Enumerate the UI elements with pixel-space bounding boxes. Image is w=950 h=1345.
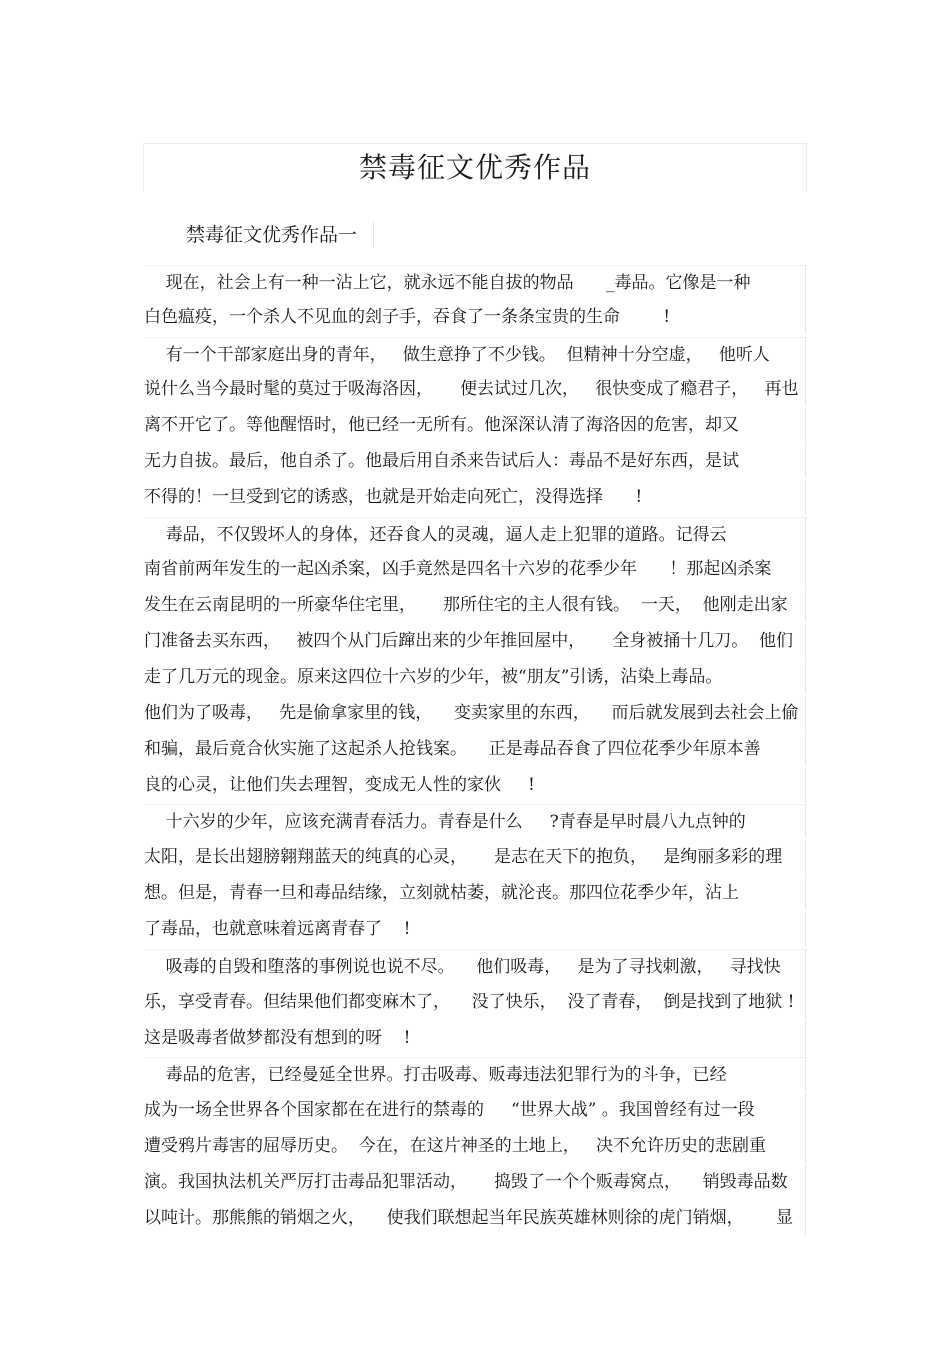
- text-line: 说什么当今最时髦的莫过于吸海洛因， 便去试过几次， 很快变成了瘾君子， 再也: [144, 372, 806, 406]
- text-line: 不得的！一旦受到它的诱惑，也就是开始走向死亡，没得选择 !: [144, 480, 806, 514]
- text-line: 白色瘟疫，一个杀人不见血的刽子手，吞食了一条条宝贵的生命 !: [144, 300, 806, 334]
- text-line: 这是吸毒者做梦都没有想到的呀 !: [144, 1021, 806, 1055]
- text-line: 有一个干部家庭出身的青年， 做生意挣了不少钱。 但精神十分空虚， 他听人: [144, 337, 806, 371]
- text-line: 离不开它了。等他醒悟时，他已经一无所有。他深深认清了海洛因的危害，却又: [144, 408, 806, 442]
- document-title: 禁毒征文优秀作品: [358, 151, 591, 184]
- text-line: 他们为了吸毒， 先是偷拿家里的钱， 变卖家里的东西， 而后就发展到去社会上偷: [144, 696, 806, 730]
- text-line: 十六岁的少年，应该充满青春活力。青春是什么 ?青春是早时晨八九点钟的: [144, 804, 806, 838]
- text-line: 成为一场全世界各个国家都在在进行的禁毒的 “世界大战” 。我国曾经有过一段: [144, 1093, 806, 1127]
- text-line: 遭受鸦片毒害的屈辱历史。 今在，在这片神圣的土地上， 决不允许历史的悲剧重: [144, 1129, 806, 1163]
- text-line: 门准备去买东西， 被四个从门后蹿出来的少年推回屋中， 全身被捅十几刀。 他们: [144, 624, 806, 658]
- text-line: 以吨计。那熊熊的销烟之火， 使我们联想起当年民族英雄林则徐的虎门销烟， 显: [144, 1201, 806, 1235]
- text-line: 毒品，不仅毁坏人的身体，还吞食人的灵魂，逼人走上犯罪的道路。记得云: [144, 517, 806, 551]
- text-line: 南省前两年发生的一起凶杀案，凶手竟然是四名十六岁的花季少年 ！那起凶杀案: [144, 552, 806, 586]
- text-line: 想。但是，青春一旦和毒品结缘，立刻就枯萎，就沦丧。那四位花季少年，沾上: [144, 876, 806, 910]
- text-line: 发生在云南昆明的一所豪华住宅里， 那所住宅的主人很有钱。 一天， 他刚走出家: [144, 588, 806, 622]
- text-line: 了毒品，也就意味着远离青春了 !: [144, 912, 806, 946]
- text-line: 走了几万元的现金。原来这四位十六岁的少年，被“朋友”引诱，沾染上毒品。: [144, 660, 806, 694]
- text-line: 吸毒的自毁和堕落的事例说也说不尽。 他们吸毒， 是为了寻找刺激， 寻找快: [144, 949, 806, 983]
- text-line: 现在，社会上有一种一沾上它，就永远不能自拔的物品 _毒品。它像是一种: [144, 265, 806, 299]
- text-line: 毒品的危害，已经曼延全世界。打击吸毒、贩毒违法犯罪行为的斗争，已经: [144, 1057, 806, 1091]
- text-line: 演。我国执法机关严厉打击毒品犯罪活动， 捣毁了一个个贩毒窝点， 销毁毒品数: [144, 1165, 806, 1199]
- text-line: 无力自拔。最后，他自杀了。他最后用自杀来告试后人：毒品不是好东西，是试: [144, 444, 806, 478]
- text-line: 乐，享受青春。但结果他们都变麻木了， 没了快乐， 没了青春， 倒是找到了地狱 !: [144, 985, 806, 1019]
- text-line: 良的心灵，让他们失去理智，变成无人性的家伙 !: [144, 768, 806, 802]
- text-line: 和骗，最后竟合伙实施了这起杀人抢钱案。 正是毒品吞食了四位花季少年原本善: [144, 732, 806, 766]
- section-heading: 禁毒征文优秀作品一: [186, 222, 374, 248]
- text-line: 太阳，是长出翅膀翱翔蓝天的纯真的心灵， 是志在天下的抱负， 是绚丽多彩的理: [144, 840, 806, 874]
